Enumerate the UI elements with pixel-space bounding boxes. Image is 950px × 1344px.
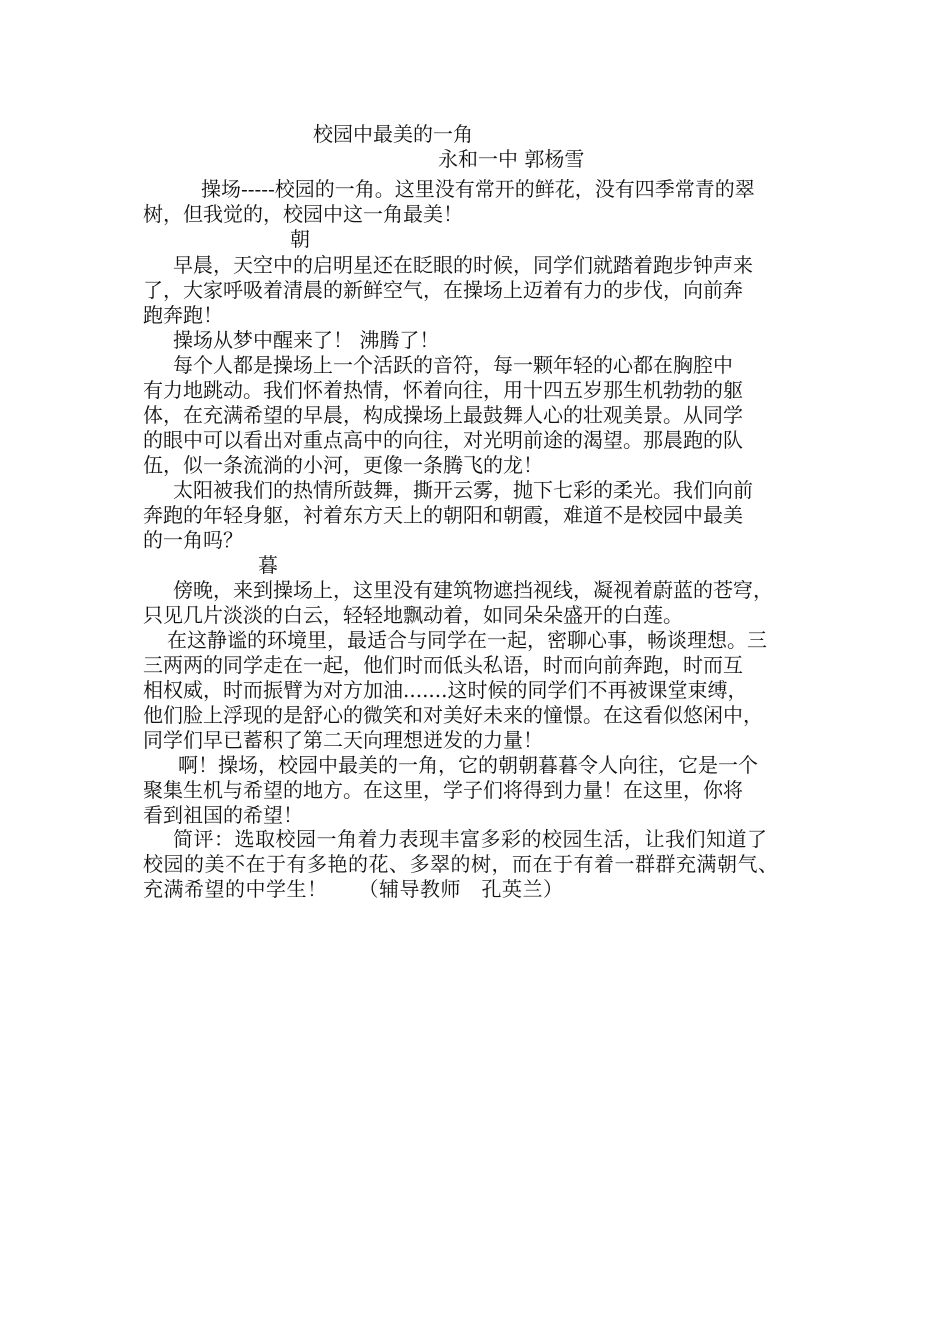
section-heading-evening: 暮 xyxy=(258,553,278,577)
paragraph-line: 看到祖国的希望！ xyxy=(143,803,303,827)
paragraph-line: 的一角吗？ xyxy=(143,528,243,552)
paragraph-line: 操场从梦中醒来了！ 沸腾了！ xyxy=(173,328,440,352)
paragraph-line: 在这静谧的环境里，最适合与同学在一起，密聊心事，畅谈理想。三 xyxy=(167,628,767,652)
essay-author: 永和一中 郭杨雪 xyxy=(438,147,585,171)
paragraph-line: 傍晚，来到操场上，这里没有建筑物遮挡视线，凝视着蔚蓝的苍穹， xyxy=(173,578,773,602)
paragraph-line: 只见几片淡淡的白云，轻轻地飘动着，如同朵朵盛开的白莲。 xyxy=(143,603,683,627)
paragraph-line: 三两两的同学走在一起，他们时而低头私语，时而向前奔跑，时而互 xyxy=(143,653,743,677)
teacher-comment-line: 简评：选取校园一角着力表现丰富多彩的校园生活，让我们知道了 xyxy=(173,827,768,851)
teacher-comment-line: 校园的美不在于有多艳的花、多翠的树，而在于有着一群群充满朝气、 xyxy=(143,852,779,876)
paragraph-line: 奔跑的年轻身躯，衬着东方天上的朝阳和朝霞，难道不是校园中最美 xyxy=(143,503,743,527)
paragraph-line: 他们脸上浮现的是舒心的微笑和对美好未来的憧憬。在这看似悠闲中， xyxy=(143,703,763,727)
teacher-comment-line: 充满希望的中学生！ （辅导教师 孔英兰） xyxy=(143,877,564,901)
section-heading-morning: 朝 xyxy=(290,227,310,251)
essay-title: 校园中最美的一角 xyxy=(313,122,473,146)
paragraph-line: 太阳被我们的热情所鼓舞，撕开云雾，抛下七彩的柔光。我们向前 xyxy=(173,478,753,502)
paragraph-line: 早晨，天空中的启明星还在眨眼的时候，同学们就踏着跑步钟声来 xyxy=(173,253,753,277)
paragraph-line: 体，在充满希望的早晨，构成操场上最鼓舞人心的壮观美景。从同学 xyxy=(143,403,743,427)
paragraph-line: 每个人都是操场上一个活跃的音符，每一颗年轻的心都在胸腔中 xyxy=(173,353,733,377)
paragraph-line: 跑奔跑！ xyxy=(143,303,223,327)
paragraph-line: 操场-----校园的一角。这里没有常开的鲜花，没有四季常青的翠 xyxy=(201,177,755,201)
paragraph-line: 有力地跳动。我们怀着热情，怀着向往，用十四五岁那生机勃勃的躯 xyxy=(143,378,743,402)
paragraph-line: 啊！操场，校园中最美的一角，它的朝朝暮暮令人向往，它是一个 xyxy=(178,753,758,777)
paragraph-line: 聚集生机与希望的地方。在这里，学子们将得到力量！在这里，你将 xyxy=(143,778,743,802)
paragraph-line: 了，大家呼吸着清晨的新鲜空气，在操场上迈着有力的步伐，向前奔 xyxy=(143,278,743,302)
paragraph-line: 同学们早已蓄积了第二天向理想迸发的力量！ xyxy=(143,728,543,752)
paragraph-line: 树，但我觉的，校园中这一角最美！ xyxy=(143,202,463,226)
paragraph-line: 相权威，时而振臂为对方加油.......这时候的同学们不再被课堂束缚， xyxy=(143,678,748,702)
paragraph-line: 伍，似一条流淌的小河，更像一条腾飞的龙！ xyxy=(143,453,543,477)
paragraph-line: 的眼中可以看出对重点高中的向往，对光明前途的渴望。那晨跑的队 xyxy=(143,428,743,452)
